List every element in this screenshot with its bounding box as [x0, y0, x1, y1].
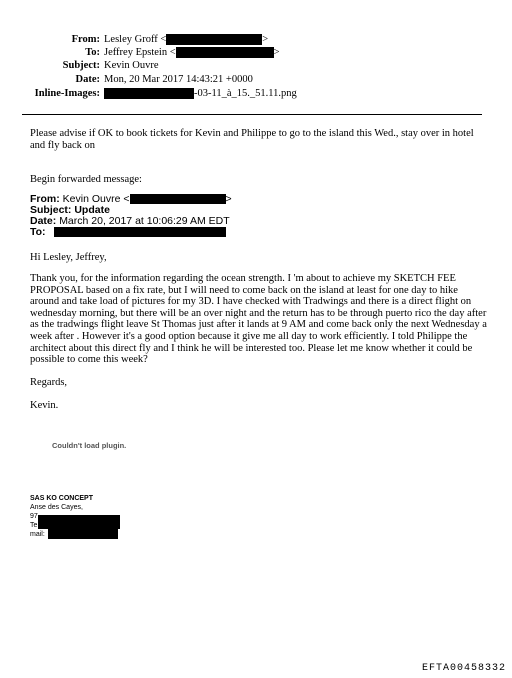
subject-value: Kevin Ouvre	[104, 60, 159, 71]
redaction-block	[54, 227, 226, 237]
redaction-block	[38, 515, 120, 529]
forwarded-from-label: From:	[30, 193, 60, 205]
inline-images-label: Inline-Images:	[34, 88, 100, 99]
signature-mail-line: mail:	[30, 531, 45, 538]
forwarded-from-value: Kevin Ouvre <	[62, 193, 130, 205]
forwarded-date-value: March 20, 2017 at 10:06:29 AM EDT	[59, 215, 230, 227]
to-label: To:	[85, 47, 100, 58]
forwarded-subject-label: Subject:	[30, 204, 72, 216]
redaction-block	[176, 47, 274, 58]
signature-address: Anse des Cayes,	[30, 504, 83, 511]
intro-text: Please advise if OK to book tickets for Kevin and Philippe to go to the island this Wed., stay over in hotel and fly back on	[30, 128, 474, 151]
redaction-block	[130, 194, 226, 204]
from-value: Lesley Groff < >	[104, 34, 269, 45]
signature-postal-line: 97	[30, 513, 38, 520]
forwarded-begin: Begin forwarded message:	[30, 174, 142, 185]
forwarded-date-row	[30, 216, 230, 227]
document-id: EFTA00458332	[421, 663, 506, 674]
date-label: Date:	[75, 74, 100, 85]
header-divider	[22, 114, 482, 115]
forwarded-date-label: Date:	[30, 215, 57, 227]
to-value: Jeffrey Epstein < >	[104, 47, 280, 58]
forwarded-to-row	[30, 227, 226, 238]
signature-tel-line: Te	[30, 522, 38, 529]
redaction-block	[48, 528, 118, 539]
date-value: Mon, 20 Mar 2017 14:43:21 +0000	[104, 74, 253, 85]
body-signoff-name: Kevin.	[30, 400, 59, 411]
forwarded-from-row: From: Kevin Ouvre < >	[30, 193, 232, 205]
body-greeting: Hi Lesley, Jeffrey,	[30, 252, 107, 263]
body-main-text: Thank you, for the information regarding the ocean strength. I 'm about to achieve my SKETCH FEE PROPOSAL based on a fix rate, but I will need to come back on the island at least for one day to hike around and take load of pictures for my 3D. I have checked with Tradwings and there is a direct flight on wednesday morning, but there will be an over night and the return has to be through puerto rico the day after as the tradwings flight leave St Thomas just after it lands at 9 AM and come back only the next Wednesday a week after . However it's a good option because it give me all day to work efficiently. I told Philippe the architect about this direct fly and I think he will be interested too. Please let me know whether it could be possible to come this week?	[30, 273, 487, 366]
body-regards: Regards,	[30, 377, 68, 388]
plugin-error-message: Couldn't load plugin.	[52, 441, 127, 450]
signature-company: SAS KO CONCEPT	[30, 495, 94, 502]
redaction-block	[104, 88, 194, 99]
redaction-block	[166, 34, 262, 45]
forwarded-to-label: To:	[30, 226, 46, 238]
from-label: From:	[71, 34, 100, 45]
forwarded-subject-value: Update	[74, 204, 110, 216]
inline-images-value: -03-11_à_15._51.11.png	[104, 87, 297, 100]
subject-label: Subject:	[62, 60, 100, 71]
